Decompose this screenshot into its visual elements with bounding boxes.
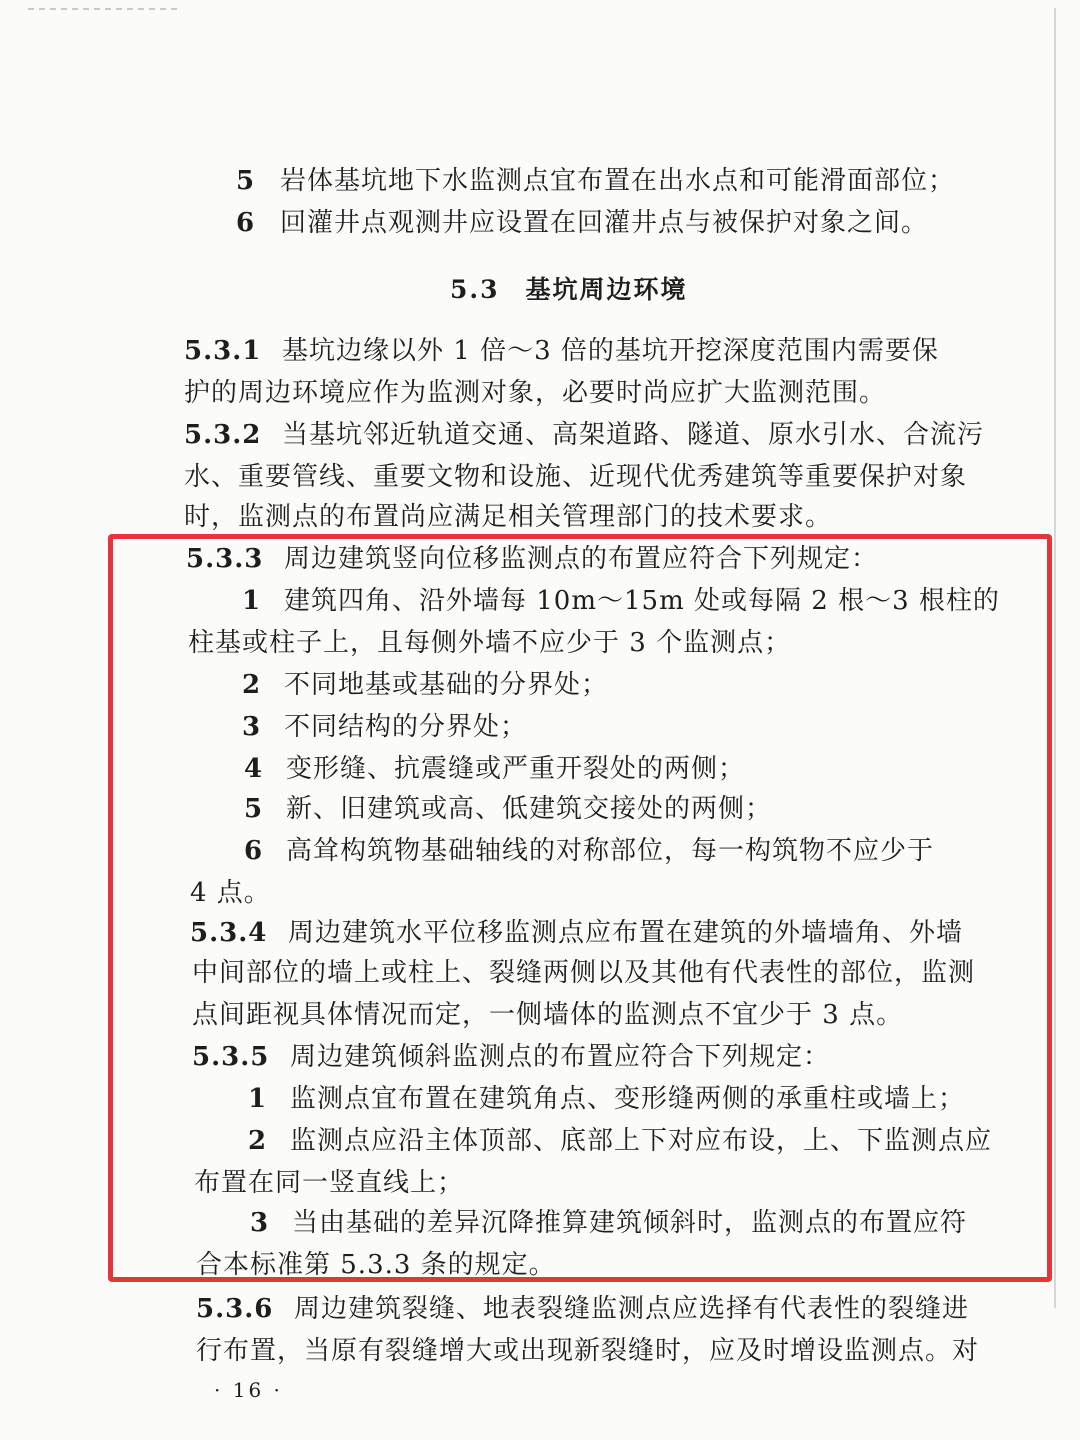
clause-number: 5.3.5 [192, 1042, 270, 1072]
clause-5-3-1 [184, 334, 939, 368]
list-item [248, 1082, 965, 1116]
item-text: 建筑四角、沿外墙每 10m～15m 处或每隔 2 根～3 根柱的 [284, 586, 1000, 616]
item-number: 4 [244, 754, 264, 784]
list-item [244, 752, 745, 786]
section-heading [450, 270, 688, 306]
list-item [242, 668, 608, 702]
item-text: 新、旧建筑或高、低建筑交接处的两侧； [286, 794, 773, 824]
page-number: · 16 · [214, 1378, 283, 1402]
section-number: 5.3 [450, 275, 500, 304]
clause-5-3-5 [192, 1040, 830, 1074]
clause-5-3-4 [190, 916, 963, 950]
item-number: 6 [244, 836, 264, 866]
clause-number: 5.3.6 [196, 1294, 274, 1324]
clause-5-3-3 [186, 542, 878, 576]
list-item [244, 792, 772, 826]
item-text: 岩体基坑地下水监测点宜布置在出水点和可能滑面部位； [280, 166, 956, 196]
clause-text-line: 水、重要管线、重要文物和设施、近现代优秀建筑等重要保护对象 [184, 462, 968, 492]
item-text-line: 合本标准第 5.3.3 条的规定。 [196, 1250, 556, 1280]
item-number: 2 [242, 670, 262, 700]
item-text: 不同地基或基础的分界处； [284, 670, 609, 700]
item-number: 5 [236, 166, 256, 196]
item-text: 不同结构的分界处； [284, 712, 528, 742]
clause-text: 周边建筑竖向位移监测点的布置应符合下列规定： [284, 544, 879, 574]
clause-text: 周边建筑倾斜监测点的布置应符合下列规定： [290, 1042, 831, 1072]
clause-5-3-2 [184, 418, 984, 452]
list-item [242, 710, 527, 744]
clause-5-3-6 [196, 1292, 969, 1326]
clause-text-line: 时，监测点的布置尚应满足相关管理部门的技术要求。 [184, 502, 833, 532]
item-number: 5 [244, 794, 264, 824]
item-number: 2 [248, 1126, 268, 1156]
item-number: 3 [242, 712, 262, 742]
list-item [244, 834, 934, 868]
scan-artifact [28, 8, 178, 10]
clause-number: 5.3.4 [190, 918, 268, 948]
list-item [242, 584, 1000, 618]
item-number: 1 [248, 1084, 268, 1114]
list-item [248, 1124, 992, 1158]
list-item [236, 206, 928, 240]
clause-text: 周边建筑裂缝、地表裂缝监测点应选择有代表性的裂缝进 [294, 1294, 970, 1324]
clause-text: 周边建筑水平位移监测点应布置在建筑的外墙墙角、外墙 [288, 918, 964, 948]
section-title: 基坑周边环境 [525, 275, 688, 304]
clause-text: 当基坑邻近轨道交通、高架道路、隧道、原水引水、合流污 [282, 420, 985, 450]
page-edge-line [1054, 8, 1056, 1308]
clause-number: 5.3.1 [184, 336, 262, 366]
clause-text-line: 点间距视具体情况而定，一侧墙体的监测点不宜少于 3 点。 [192, 1000, 904, 1030]
item-text-line: 布置在同一竖直线上； [194, 1168, 465, 1198]
clause-text: 基坑边缘以外 1 倍～3 倍的基坑开挖深度范围内需要保 [282, 336, 939, 366]
item-number: 3 [250, 1208, 270, 1238]
clause-text-line: 行布置，当原有裂缝增大或出现新裂缝时，应及时增设监测点。对 [196, 1336, 980, 1366]
item-text: 回灌井点观测井应设置在回灌井点与被保护对象之间。 [280, 208, 929, 238]
item-text-line: 柱基或柱子上，且每侧外墙不应少于 3 个监测点； [188, 628, 792, 658]
clause-text-line: 中间部位的墙上或柱上、裂缝两侧以及其他有代表性的部位，监测 [192, 958, 976, 988]
item-text: 监测点应沿主体顶部、底部上下对应布设，上、下监测点应 [290, 1126, 993, 1156]
item-text: 当由基础的差异沉降推算建筑倾斜时，监测点的布置应符 [292, 1208, 968, 1238]
item-text: 监测点宜布置在建筑角点、变形缝两侧的承重柱或墙上； [290, 1084, 966, 1114]
item-text-line: 4 点。 [190, 878, 271, 908]
item-text: 变形缝、抗震缝或严重开裂处的两侧； [286, 754, 746, 784]
item-number: 1 [242, 586, 262, 616]
list-item [236, 164, 955, 198]
clause-number: 5.3.2 [184, 420, 262, 450]
clause-number: 5.3.3 [186, 544, 264, 574]
item-number: 6 [236, 208, 256, 238]
item-text: 高耸构筑物基础轴线的对称部位，每一构筑物不应少于 [286, 836, 935, 866]
clause-text-line: 护的周边环境应作为监测对象，必要时尚应扩大监测范围。 [184, 378, 887, 408]
list-item [250, 1206, 967, 1240]
